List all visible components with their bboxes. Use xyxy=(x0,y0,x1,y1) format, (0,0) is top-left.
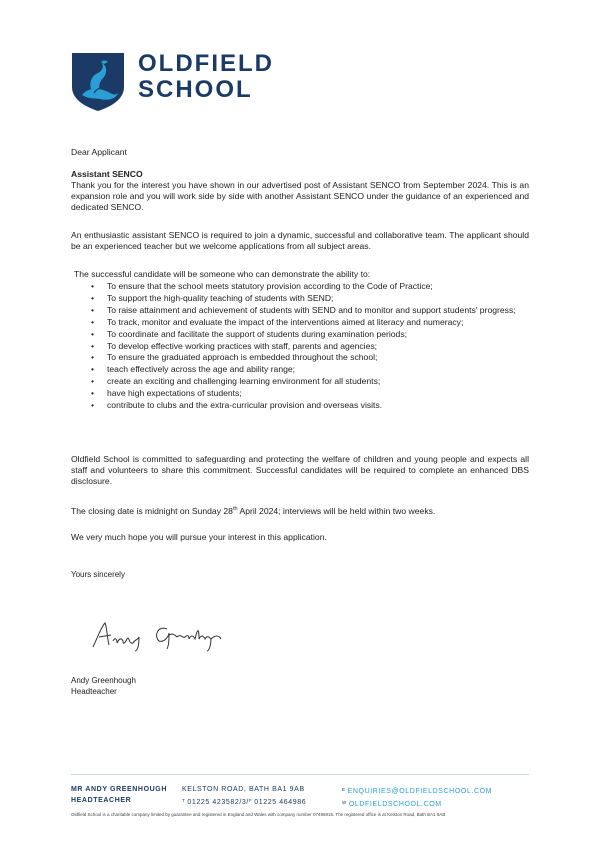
paragraph-safeguarding: Oldfield School is committed to safeguarding and protecting the welfare of children and young people and expects all staff and volunteers to share this commitment. Successful candidates will be required to complete an enhanced DBS disclosure. xyxy=(71,454,529,487)
closing-date-ordinal: th xyxy=(232,506,238,512)
list-item: • To develop effective working practices with staff, parents and agencies; xyxy=(71,341,529,353)
paragraph-intro: Thank you for the interest you have shown in our advertised post of Assistant SENCO from September 2024. This is an expansion role and you will work side by side with another Assistant SENCO under the guidance of an experienced and dedicated SENCO. xyxy=(71,180,529,213)
footer-phone-1: 01225 423582/3 xyxy=(187,799,247,806)
salutation: Dear Applicant xyxy=(71,147,127,157)
abilities-intro: The successful candidate will be someone who can demonstrate the ability to: xyxy=(74,269,371,279)
closing-date xyxy=(71,506,529,517)
web-prefix: W xyxy=(342,800,347,805)
footer-divider xyxy=(71,774,529,775)
footer-contact xyxy=(342,784,492,810)
list-item: • To support the high-quality teaching of students with SEND; xyxy=(71,293,529,305)
footer-head-title: HEADTEACHER xyxy=(71,797,132,804)
footer-head xyxy=(71,784,167,806)
footer-website[interactable]: OLDFIELDSCHOOL.COM xyxy=(348,801,442,808)
footer-address xyxy=(182,784,306,808)
list-item: • To coordinate and facilitate the support of students during examination periods; xyxy=(71,329,529,341)
footer-address-line: KELSTON ROAD, BATH BA1 9AB xyxy=(182,786,305,793)
footer-email-line xyxy=(342,784,492,797)
legal-notice: Oldfield School is a charitable company limited by guarantee and registered in England and Wales with company number 07495915. The registered office is at Kelston Road, Bath BA1 9AB xyxy=(71,812,446,817)
closing-date-rest: April 2024; interviews will be held within two weeks. xyxy=(237,506,436,516)
school-name-line2: SCHOOL xyxy=(138,76,253,103)
list-item: • create an exciting and challenging learning environment for all students; xyxy=(71,376,529,388)
footer-email[interactable]: ENQUIRIES@OLDFIELDSCHOOL.COM xyxy=(347,788,493,795)
signatory-title: Headteacher xyxy=(71,687,117,696)
closing-date-text: The closing date is midnight on Sunday 28 xyxy=(71,506,233,516)
footer-phones: $^T$ 01225 423582/3/$^F$ 01225 464986 xyxy=(182,798,307,806)
list-item: • To track, monitor and evaluate the impact of the interventions aimed at literacy and numeracy; xyxy=(71,317,529,329)
handwritten-signature xyxy=(89,617,229,653)
list-item: • contribute to clubs and the extra-curricular provision and overseas visits. xyxy=(71,400,529,412)
list-item: • teach effectively across the age and ability range; xyxy=(71,364,529,376)
list-item: • To raise attainment and achievement of students with SEND and to monitor and support students' progress; xyxy=(71,305,529,317)
footer-web-line xyxy=(342,797,492,810)
phone-prefix: T xyxy=(182,798,186,803)
list-item: • have high expectations of students; xyxy=(71,388,529,400)
school-name xyxy=(138,51,274,103)
footer-head-name: MR ANDY GREENHOUGH xyxy=(71,786,167,793)
email-prefix: E xyxy=(342,787,346,792)
sign-off: Yours sincerely xyxy=(71,570,125,579)
signatory-name: Andy Greenhough xyxy=(71,676,136,685)
school-logo xyxy=(70,51,274,112)
list-item: • To ensure that the school meets statutory provision according to the Code of Practice; xyxy=(71,281,529,293)
school-name-line1: OLDFIELD xyxy=(138,50,274,77)
list-item: • To ensure the graduated approach is embedded throughout the school; xyxy=(71,352,529,364)
fax-prefix: F xyxy=(248,798,253,803)
paragraph-role: An enthusiastic assistant SENCO is required to join a dynamic, successful and collaborative team. The applicant should be an experienced teacher but we welcome applications from all subject areas. xyxy=(71,230,529,252)
abilities-list xyxy=(71,281,529,412)
closing-remark: We very much hope you will pursue your interest in this application. xyxy=(71,532,327,542)
subject-line: Assistant SENCO xyxy=(71,169,143,179)
footer-phone-2: 01225 464986 xyxy=(254,799,307,806)
swan-shield-icon xyxy=(70,51,126,112)
